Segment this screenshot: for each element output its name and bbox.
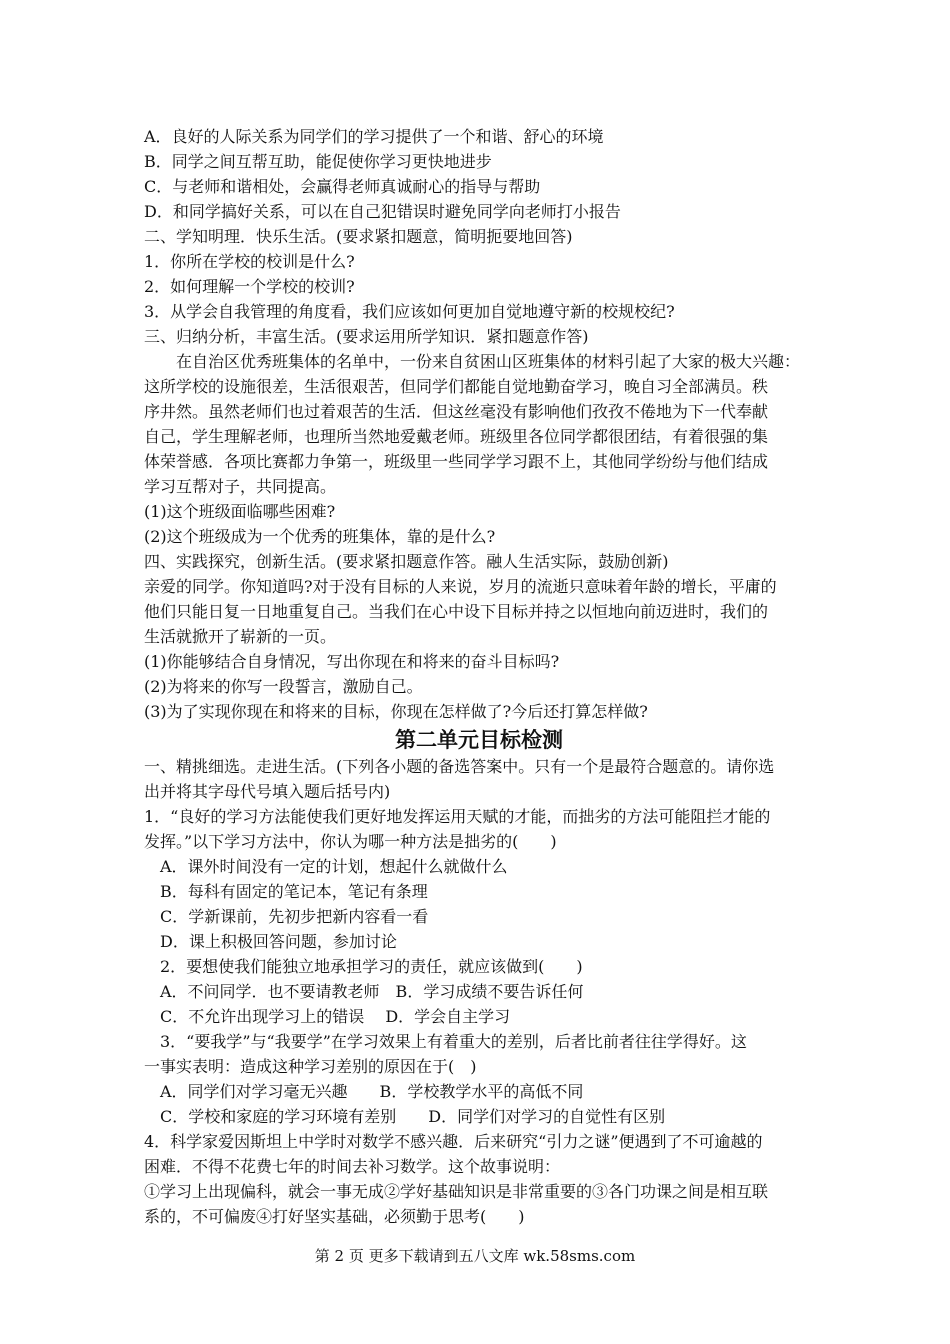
sub-question: (1)你能够结合自身情况，写出你现在和将来的奋斗目标吗?: [144, 652, 560, 671]
passage-line: 自己，学生理解老师，也理所当然地爱戴老师。班级里各位同学都很团结，有着很强的集: [144, 427, 769, 446]
option-line: A．课外时间没有一定的计划，想起什么就做什么: [160, 857, 508, 876]
option-line: C．不允许出现学习上的错误 D．学会自主学习: [160, 1007, 511, 1026]
option-c: C．与老师和谐相处，会赢得老师真诚耐心的指导与帮助: [144, 177, 541, 196]
passage-line: 序井然。虽然老师们也过着艰苦的生活．但这丝毫没有影响他们孜孜不倦地为下一代奉献: [144, 402, 769, 421]
question-line: 1．“良好的学习方法能使我们更好地发挥运用天赋的才能，而拙劣的方法可能阻拦才能的: [144, 807, 771, 826]
question-line: 困难．不得不花费七年的时间去补习数学。这个故事说明：: [144, 1157, 561, 1176]
question-line: 发挥。”以下学习方法中，你认为哪一种方法是拙劣的( ): [144, 832, 557, 851]
question-line: 一事实表明：造成这种学习差别的原因在于( ): [144, 1057, 477, 1076]
option-line: A．不问同学．也不要请教老师 B．学习成绩不要告诉任何: [160, 982, 584, 1001]
question-line: 1．你所在学校的校训是什么?: [144, 252, 355, 271]
passage-line: 他们只能日复一日地重复自己。当我们在心中设下目标并持之以恒地向前迈进时，我们的: [144, 602, 769, 621]
section-heading-1: 出并将其字母代号填入题后括号内): [144, 782, 391, 801]
passage-line: 这所学校的设施很差，生活很艰苦，但同学们都能自觉地勤奋学习，晚自习全部满员。秩: [144, 377, 769, 396]
document-body: [144, 124, 814, 1229]
sub-question: (3)为了实现你现在和将来的目标，你现在怎样做了?今后还打算怎样做?: [144, 702, 648, 721]
question-line: 3．“要我学”与“我要学”在学习效果上有着重大的差别，后者比前者往往学得好。这: [160, 1032, 747, 1051]
question-line: 3．从学会自我管理的角度看，我们应该如何更加自觉地遵守新的校规校纪?: [144, 302, 675, 321]
option-line: C．学校和家庭的学习环境有差别 D．同学们对学习的自觉性有区别: [160, 1107, 666, 1126]
passage-line: 在自治区优秀班集体的名单中，一份来自贫困山区班集体的材料引起了大家的极大兴趣：: [176, 352, 801, 371]
unit-title: 第二单元目标检测: [395, 728, 563, 752]
sub-question: (2)为将来的你写一段誓言，激励自己。: [144, 677, 423, 696]
passage-line: 亲爱的同学。你知道吗?对于没有目标的人来说，岁月的流逝只意味着年龄的增长，平庸的: [144, 577, 777, 596]
question-line: 4．科学家爱因斯坦上中学时对数学不感兴趣．后来研究“引力之谜”便遇到了不可逾越的: [144, 1132, 763, 1151]
question-line: ①学习上出现偏科，就会一事无成②学好基础知识是非常重要的③各门功课之间是相互联: [144, 1182, 769, 1201]
option-line: A．同学们对学习毫无兴趣 B．学校教学水平的高低不同: [160, 1082, 584, 1101]
sub-question: (1)这个班级面临哪些困难?: [144, 502, 336, 521]
passage-line: 学习互帮对子，共同提高。: [144, 477, 337, 496]
option-b: B．同学之间互帮互助，能促使你学习更快地进步: [144, 152, 492, 171]
option-line: D．课上积极回答问题，参加讨论: [160, 932, 397, 951]
page-footer: 第 2 页 更多下载请到五八文库 wk.58sms.com: [314, 1247, 636, 1265]
section-heading-1: 一、精挑细选。走进生活。(下列各小题的备选答案中。只有一个是最符合题意的。请你选: [144, 757, 775, 776]
section-heading-2: 二、学知明理．快乐生活。(要求紧扣题意，简明扼要地回答): [144, 227, 573, 246]
question-line: 2．要想使我们能独立地承担学习的责任，就应该做到( ): [160, 957, 583, 976]
option-line: B．每科有固定的笔记本，笔记有条理: [160, 882, 428, 901]
section-heading-3: 三、归纳分析，丰富生活。(要求运用所学知识．紧扣题意作答): [144, 327, 589, 346]
passage-line: 体荣誉感．各项比赛都力争第一，班级里一些同学学习跟不上，其他同学纷纷与他们结成: [144, 452, 769, 471]
option-line: C．学新课前，先初步把新内容看一看: [160, 907, 429, 926]
section-heading-4: 四、实践探究，创新生活。(要求紧扣题意作答。融人生活实际，鼓励创新): [144, 552, 669, 571]
question-line: 2．如何理解一个学校的校训?: [144, 277, 355, 296]
sub-question: (2)这个班级成为一个优秀的班集体，靠的是什么?: [144, 527, 496, 546]
option-d: D．和同学搞好关系，可以在自己犯错误时避免同学向老师打小报告: [144, 202, 621, 221]
option-a: A．良好的人际关系为同学们的学习提供了一个和谐、舒心的环境: [144, 127, 604, 146]
passage-line: 生活就掀开了崭新的一页。: [144, 627, 337, 646]
question-line: 系的，不可偏废④打好坚实基础，必须勤于思考( ): [144, 1207, 525, 1226]
